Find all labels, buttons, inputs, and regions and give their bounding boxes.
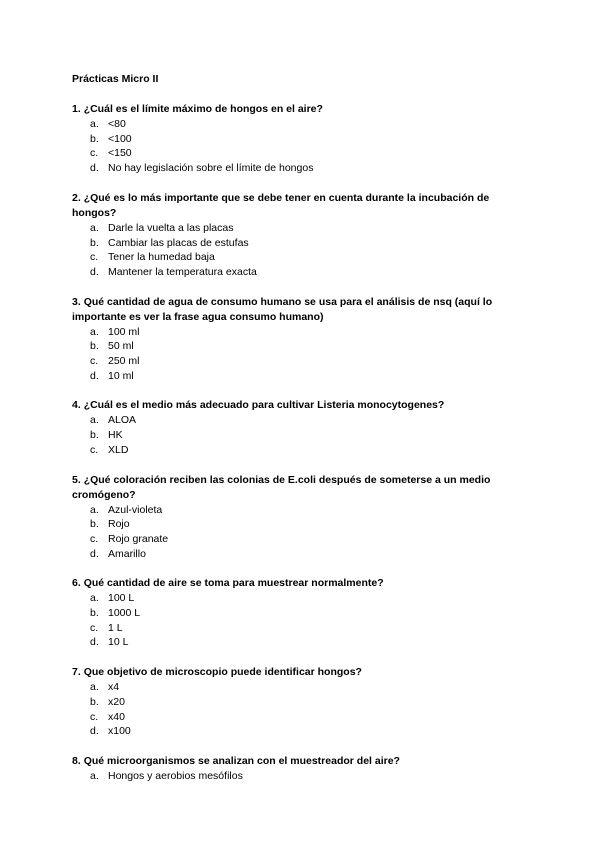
option-letter: a. (90, 503, 99, 516)
question-text (72, 754, 528, 769)
option-text: 250 ml (108, 355, 140, 368)
question-number: 2. (72, 191, 81, 204)
answer-option (72, 547, 528, 562)
answer-option (72, 443, 528, 458)
answer-option (72, 503, 528, 518)
answer-option (72, 621, 528, 636)
question-prompt: ¿Qué es lo más importante que se debe tener en cuenta durante la incubación de hongos? (72, 191, 490, 219)
question-text (72, 473, 528, 503)
question-prompt: Qué microorganismos se analizan con el muestreador del aire? (83, 754, 400, 767)
option-text: Darle la vuelta a las placas (108, 221, 234, 234)
answer-option (72, 724, 528, 739)
option-text: 1 L (108, 621, 123, 634)
answer-option (72, 325, 528, 340)
option-letter: b. (90, 236, 99, 249)
option-text: HK (108, 429, 123, 442)
answer-option (72, 532, 528, 547)
option-letter: b. (90, 132, 99, 145)
question-6 (72, 576, 528, 650)
question-4 (72, 398, 528, 457)
option-letter: d. (90, 725, 99, 738)
document-title: Prácticas Micro II (72, 73, 159, 85)
question-prompt: ¿Cuál es el límite máximo de hongos en el aire? (83, 103, 323, 115)
answer-option (72, 680, 528, 695)
answer-options (72, 680, 528, 739)
answer-option (72, 769, 528, 784)
answer-option (72, 591, 528, 606)
option-letter: a. (90, 118, 99, 130)
option-text: 10 ml (108, 369, 134, 382)
option-text: ALOA (108, 414, 137, 427)
document-page (72, 72, 528, 799)
answer-option (72, 606, 528, 621)
option-letter: c. (90, 710, 99, 723)
option-text: x4 (108, 681, 120, 694)
question-prompt: Qué cantidad de aire se toma para muestrear normalmente? (83, 577, 384, 590)
answer-options (72, 221, 528, 280)
option-letter: c. (90, 147, 99, 160)
option-text: Amarillo (108, 547, 146, 560)
option-text: Mantener la temperatura exacta (108, 265, 257, 278)
option-letter: d. (90, 636, 99, 649)
answer-option (72, 354, 528, 369)
question-prompt: Qué cantidad de agua de consumo humano se usa para el análisis de nsq (aquí lo importante es ver la frase agua consumo humano) (72, 295, 493, 323)
option-letter: d. (90, 162, 99, 175)
answer-option (72, 695, 528, 710)
option-letter: c. (90, 621, 99, 634)
option-text: 1000 L (108, 607, 141, 620)
question-7 (72, 665, 528, 739)
option-text: No hay legislación sobre el límite de hongos (108, 162, 314, 175)
option-letter: b. (90, 429, 99, 442)
question-3 (72, 295, 528, 384)
option-letter: b. (90, 340, 99, 353)
option-letter: c. (90, 532, 99, 545)
answer-option (72, 339, 528, 354)
option-letter: d. (90, 547, 99, 560)
question-1 (72, 102, 528, 176)
answer-options (72, 591, 528, 650)
option-text: 50 ml (108, 340, 134, 353)
question-text (72, 398, 528, 413)
option-text: <100 (108, 132, 132, 145)
question-number: 6. (72, 577, 81, 590)
answer-option (72, 413, 528, 428)
option-letter: a. (90, 769, 99, 782)
answer-option (72, 250, 528, 265)
option-text: x100 (108, 725, 131, 738)
option-text: 100 ml (108, 325, 140, 338)
question-text (72, 576, 528, 591)
question-prompt: ¿Qué coloración reciben las colonias de E.coli después de someterse a un medio cromógeno? (72, 473, 491, 501)
option-text: Rojo granate (108, 532, 169, 545)
answer-options (72, 503, 528, 562)
answer-option (72, 146, 528, 161)
question-number: 8. (72, 754, 81, 767)
option-letter: d. (90, 265, 99, 278)
option-letter: c. (90, 355, 99, 368)
question-prompt: ¿Cuál es el medio más adecuado para cultivar Listeria monocytogenes? (83, 399, 445, 412)
option-text: 10 L (108, 636, 129, 649)
option-letter: c. (90, 251, 99, 264)
option-text: <150 (108, 147, 132, 160)
option-text: x40 (108, 710, 125, 723)
answer-options (72, 769, 528, 784)
question-number: 3. (72, 295, 81, 308)
question-text (72, 191, 528, 221)
answer-option (72, 635, 528, 650)
answer-option (72, 161, 528, 176)
option-text: Azul-violeta (108, 503, 163, 516)
answer-options (72, 117, 528, 176)
answer-options (72, 325, 528, 384)
question-number: 5. (72, 473, 81, 486)
answer-option (72, 265, 528, 280)
option-letter: b. (90, 607, 99, 620)
answer-option (72, 369, 528, 384)
option-letter: a. (90, 592, 99, 605)
question-5 (72, 473, 528, 562)
option-letter: a. (90, 681, 99, 694)
question-8 (72, 754, 528, 784)
answer-option (72, 236, 528, 251)
question-2 (72, 191, 528, 280)
option-text: Rojo (108, 518, 130, 531)
option-text: 100 L (108, 592, 135, 605)
option-text: Hongos y aerobios mesófilos (108, 769, 243, 782)
option-text: x20 (108, 695, 125, 708)
option-text: <80 (108, 118, 126, 130)
answer-option (72, 221, 528, 236)
answer-option (72, 132, 528, 147)
question-text (72, 102, 528, 117)
option-letter: b. (90, 518, 99, 531)
answer-option (72, 710, 528, 725)
question-text (72, 665, 528, 680)
answer-option (72, 428, 528, 443)
question-text (72, 295, 528, 325)
answer-options (72, 413, 528, 457)
option-letter: b. (90, 695, 99, 708)
option-text: Tener la humedad baja (108, 251, 215, 264)
option-letter: a. (90, 221, 99, 234)
question-number: 4. (72, 399, 81, 412)
option-letter: a. (90, 414, 99, 427)
option-text: Cambiar las placas de estufas (108, 236, 249, 249)
option-letter: d. (90, 369, 99, 382)
question-number: 7. (72, 666, 81, 679)
answer-option (72, 117, 528, 132)
option-letter: a. (90, 325, 99, 338)
question-number: 1. (72, 103, 81, 115)
question-prompt: Que objetivo de microscopio puede identificar hongos? (83, 666, 362, 679)
answer-option (72, 517, 528, 532)
option-text: XLD (108, 443, 129, 456)
option-letter: c. (90, 443, 99, 456)
